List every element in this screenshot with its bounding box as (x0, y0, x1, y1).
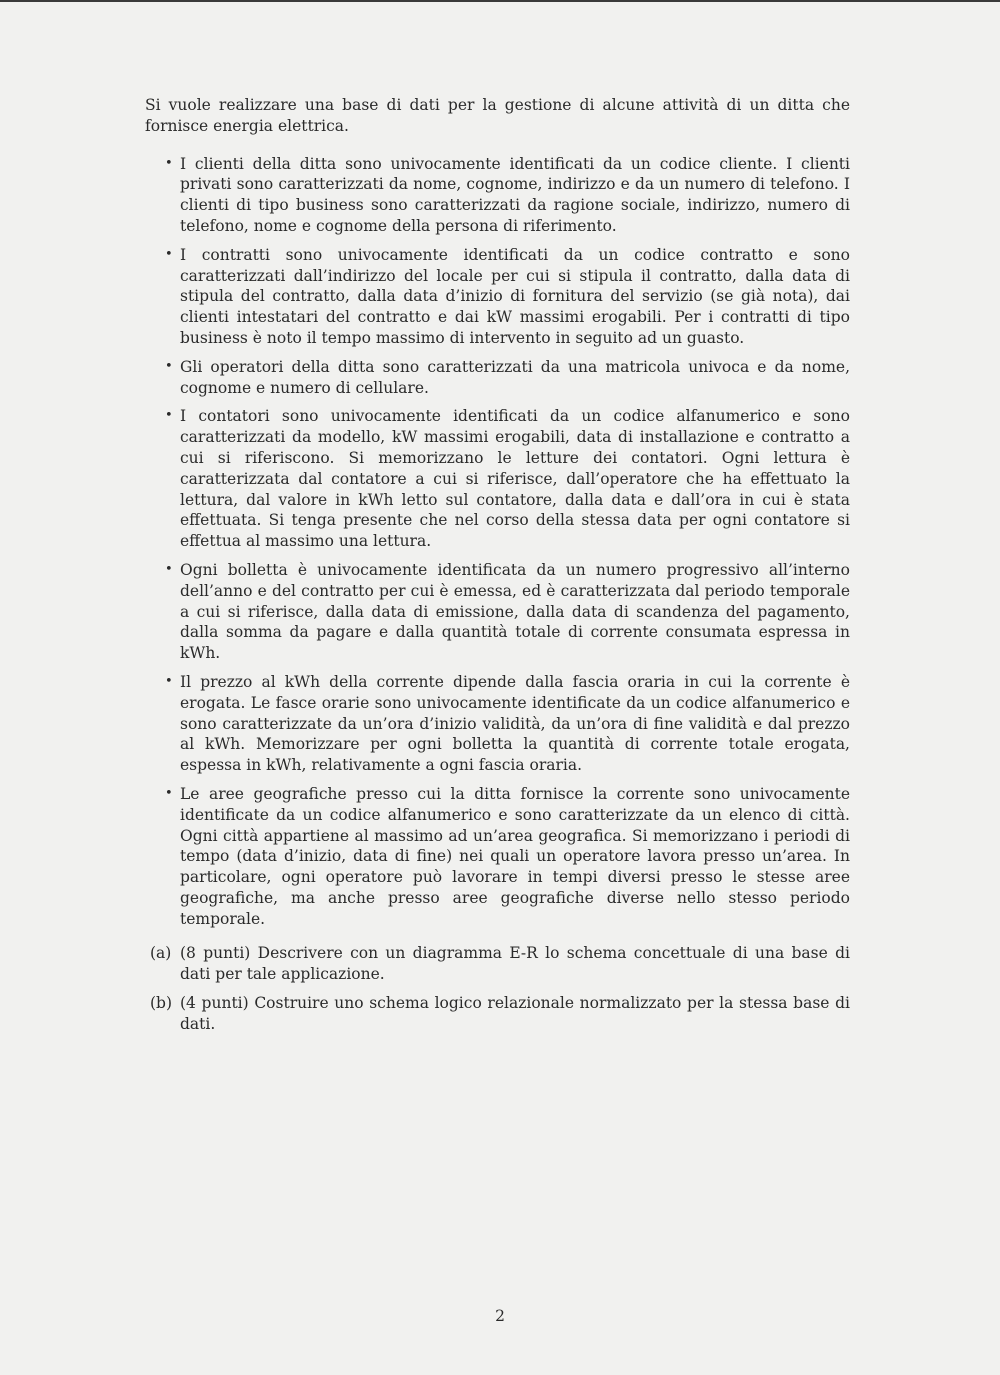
requirement-item (145, 784, 850, 930)
question-label: (b) (150, 994, 173, 1013)
requirement-item (145, 245, 850, 349)
requirement-text: Ogni bolletta è univocamente identificata da un numero progressivo all’interno dell’anno e del contratto per cui è emessa, ed è caratterizzata dal periodo temporale a cui si riferisce, dalla data di emissione, dalla data di scandenza del pagamento, dalla somma da pagare e dalla quantità totale di corrente consumata espressa in kWh. (180, 560, 850, 663)
question-text: (8 punti) Descrivere con un diagramma E-R lo schema concettuale di una base di dati per tale applicazione. (180, 944, 850, 984)
requirement-item (145, 560, 850, 664)
bullet-marker: • (165, 785, 173, 801)
page-number: 2 (495, 1307, 505, 1325)
requirement-text: I clienti della ditta sono univocamente identificati da un codice cliente. I clienti privati sono caratterizzati da nome, cognome, indirizzo e da un numero di telefono. I clienti di tipo business sono caratterizzati da ragione sociale, indirizzo, numero di telefono, nome e cognome della persona di riferimento. (180, 154, 850, 235)
requirement-item (145, 406, 850, 552)
intro-paragraph: Si vuole realizzare una base di dati per la gestione di alcune attività di un ditta che fornisce energia elettrica. (145, 96, 850, 135)
requirement-item (145, 357, 850, 399)
question-text: (4 punti) Costruire uno schema logico relazionale normalizzato per la stessa base di dati. (180, 994, 850, 1033)
requirements-list (145, 154, 850, 930)
requirement-item (145, 154, 850, 237)
requirement-text: Il prezzo al kWh della corrente dipende dalla fascia oraria in cui la corrente è erogata. Le fasce orarie sono univocamente identificate da un codice alfanumerico e sono caratterizzate da un’ora d’inizio validità, da un’ora di fine validità e dal prezzo al kWh. Memorizzare per ogni bolletta la quantità di corrente totale erogata, espessa in kWh, relativamente a ogni fascia oraria. (180, 672, 850, 775)
questions-list (145, 943, 850, 1034)
question-label: (a) (150, 944, 172, 963)
requirement-text: Gli operatori della ditta sono caratterizzati da una matricola univoca e da nome, cognome e numero di cellulare. (180, 357, 850, 397)
requirement-text: Le aree geografiche presso cui la ditta fornisce la corrente sono univocamente identificate da un codice alfanumerico e sono caratterizzate da un elenco di città. Ogni città appartiene al massimo ad un’area geografica. Si memorizzano i periodi di tempo (data d’inizio, data di fine) nei quali un operatore lavora presso un’area. In particolare, ogni operatore può lavorare in tempi diversi presso le stesse aree geografiche, ma anche presso aree geografiche diverse nello stesso periodo temporale. (180, 784, 850, 928)
question-item-b (145, 993, 850, 1035)
bullet-marker: • (165, 408, 173, 424)
requirement-text: I contratti sono univocamente identificati da un codice contratto e sono caratterizzati dall’indirizzo del locale per cui si stipula il contratto, dalla data di stipula del contratto, dalla data d’inizio di fornitura del servizio (se già nota), dai clienti intestatari del contratto e dai kW massimi erogabili. Per i contratti di tipo business è noto il tempo massimo di intervento in seguito ad un guasto. (180, 245, 850, 347)
question-item-a (145, 943, 850, 985)
bullet-marker: • (165, 246, 173, 262)
document-page (145, 95, 850, 1043)
bullet-marker: • (165, 673, 173, 689)
bullet-marker: • (165, 155, 173, 171)
requirement-item (145, 672, 850, 776)
requirement-text: I contatori sono univocamente identificati da un codice alfanumerico e sono caratterizzati da modello, kW massimi erogabili, data di installazione e contratto a cui si riferiscono. Si memorizzano le letture dei contatori. Ogni lettura è caratterizzata dal contatore a cui si riferisce, dall’operatore che ha effettuato la lettura, dal valore in kWh letto sul contatore, dalla data e dall’ora in cui è stata effettuata. Si tenga presente che nel corso della stessa data per ogni contatore si effettua al massimo una lettura. (180, 407, 850, 551)
bullet-marker: • (165, 561, 173, 577)
bullet-marker: • (165, 358, 173, 374)
scan-top-edge (0, 0, 1000, 2)
